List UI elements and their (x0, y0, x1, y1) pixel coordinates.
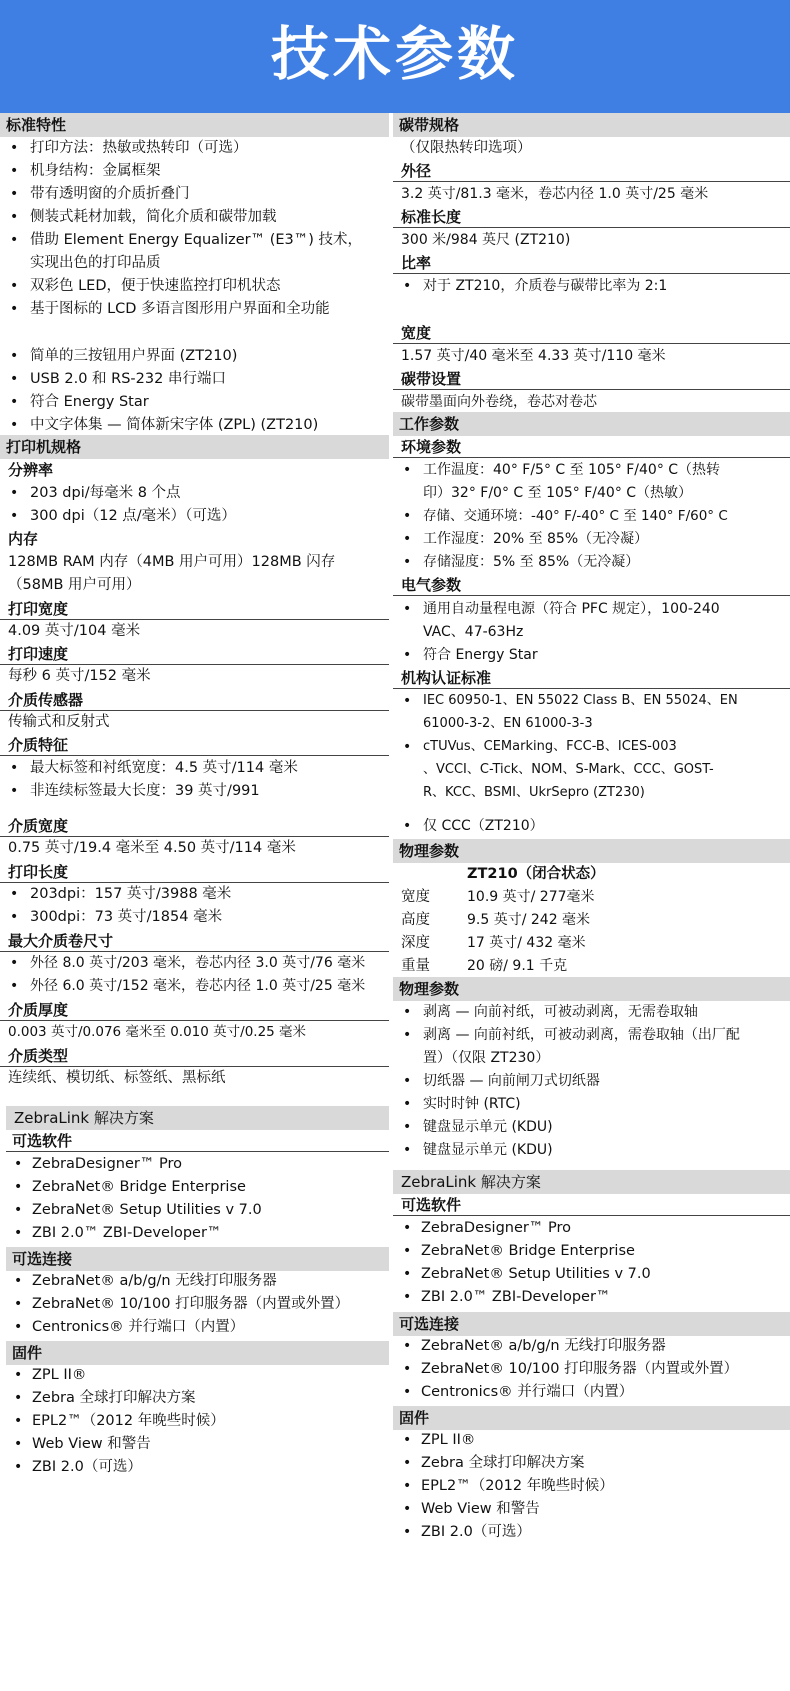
label-media-type: 介质类型 (8, 1047, 69, 1065)
list-item: 外径 8.0 英寸/203 毫米，卷芯内径 3.0 英寸/76 毫米 (30, 955, 366, 971)
section-header-optional-connectivity: 可选连接 (6, 1247, 389, 1271)
list-item: IEC 60950-1、EN 55022 Class B、EN 55024、EN (423, 693, 738, 708)
zebralink-header: ZebraLink 解决方案 (401, 1173, 541, 1191)
list-item: 侧装式耗材加载，简化介质和碳带加载 (30, 209, 277, 225)
divider (0, 951, 389, 952)
media-thickness-value: 0.003 英寸/0.076 毫米至 0.010 英寸/0.25 毫米 (8, 1024, 307, 1040)
label-ribbon-width: 宽度 (401, 324, 432, 342)
list-item: Web View 和警告 (421, 1501, 540, 1517)
physical-model: ZT210（闭合状态） (467, 866, 605, 882)
bullet-icon: • (403, 1432, 412, 1448)
label-outer-diameter: 外径 (401, 162, 432, 180)
divider (393, 389, 790, 390)
label-max-roll: 最大介质卷尺寸 (8, 932, 114, 950)
section-header-standard-features: 标准特性 (0, 113, 389, 137)
outer-diameter-value: 3.2 英寸/81.3 毫米，卷芯内径 1.0 英寸/25 毫米 (401, 186, 709, 202)
section-header-options: 物理参数 (393, 977, 790, 1001)
list-item: 203 dpi/每毫米 8 个点 (30, 485, 181, 501)
list-item: 工作温度：40° F/5° C 至 105° F/40° C（热转 (423, 462, 721, 478)
bullet-icon: • (14, 1156, 23, 1172)
list-item: 中文字体集 — 简体新宋字体 (ZPL) (ZT210) (30, 417, 319, 433)
list-item: USB 2.0 和 RS-232 串行端口 (30, 371, 226, 387)
list-item: 外径 6.0 英寸/152 毫米，卷芯内径 1.0 英寸/25 毫米 (30, 978, 366, 994)
bullet-icon: • (403, 1220, 412, 1236)
divider (393, 1215, 790, 1216)
bullet-icon: • (403, 1478, 412, 1494)
list-item: VAC、47-63Hz (423, 624, 524, 640)
bullet-icon: • (14, 1390, 23, 1406)
bullet-icon: • (10, 417, 19, 433)
list-item: 、VCCI、C-Tick、NOM、S-Mark、CCC、GOST- (423, 762, 714, 777)
section-header-firmware: 固件 (6, 1341, 389, 1365)
bullet-icon: • (10, 508, 19, 524)
bullet-icon: • (403, 1524, 412, 1540)
divider (393, 343, 790, 344)
label-media-sensor: 介质传感器 (8, 691, 84, 709)
list-item: 借助 Element Energy Equalizer™ (E3™) 技术， (30, 232, 363, 248)
bullet-icon: • (403, 601, 412, 617)
bullet-icon: • (10, 163, 19, 179)
label-print-speed: 打印速度 (8, 645, 69, 663)
list-item: ZBI 2.0（可选） (421, 1524, 531, 1540)
list-item: 通用自动量程电源（符合 PFC 规定），100-240 (423, 601, 720, 617)
label-optional-software: 可选软件 (401, 1196, 462, 1214)
list-item: Centronics® 并行端口（内置） (421, 1384, 634, 1400)
bullet-icon: • (403, 1266, 412, 1282)
bullet-icon: • (14, 1413, 23, 1429)
list-item: 实现出色的打印品质 (30, 255, 161, 271)
section-header-zebralink (6, 1106, 389, 1130)
section-header-firmware: 固件 (393, 1406, 790, 1430)
label-ratio: 比率 (401, 254, 432, 272)
bullet-icon: • (403, 278, 412, 294)
spec-sheet (0, 113, 790, 1691)
divider (0, 710, 389, 711)
divider (0, 664, 389, 665)
bullet-icon: • (10, 955, 19, 971)
list-item: ZBI 2.0™ ZBI-Developer™ (32, 1225, 222, 1241)
media-width-value: 0.75 英寸/19.4 毫米至 4.50 英寸/114 毫米 (8, 840, 296, 856)
bullet-icon: • (403, 693, 412, 709)
list-item: 实时时钟 (RTC) (423, 1096, 521, 1112)
divider (0, 882, 389, 883)
list-item: 打印方法：热敏或热转印（可选） (30, 140, 248, 156)
divider (393, 595, 790, 596)
list-item: ZebraNet® Bridge Enterprise (32, 1179, 246, 1195)
list-item: Web View 和警告 (32, 1436, 151, 1452)
divider (393, 457, 790, 458)
bullet-icon: • (403, 1027, 412, 1043)
divider (0, 755, 389, 756)
list-item: ZebraNet® Setup Utilities v 7.0 (421, 1266, 651, 1282)
bullet-icon: • (10, 348, 19, 364)
bullet-icon: • (403, 1073, 412, 1089)
list-item: ZebraDesigner™ Pro (32, 1156, 182, 1172)
list-item: 符合 Energy Star (423, 647, 538, 663)
bullet-icon: • (10, 394, 19, 410)
list-item: 键盘显示单元 (KDU) (423, 1142, 553, 1158)
bullet-icon: • (14, 1319, 23, 1335)
section-header-ribbon-specs: 碳带规格 (393, 113, 790, 137)
label-electrical: 电气参数 (401, 576, 462, 594)
bullet-icon: • (403, 1338, 412, 1354)
divider (0, 836, 389, 837)
zebralink-header: ZebraLink 解决方案 (14, 1109, 154, 1127)
list-item: EPL2™（2012 年晚些时候） (32, 1413, 225, 1429)
list-item: ZebraNet® a/b/g/n 无线打印服务器 (421, 1338, 666, 1354)
bullet-icon: • (10, 301, 19, 317)
ratio-value: 对于 ZT210，介质卷与碳带比率为 2:1 (423, 278, 668, 294)
list-item: cTUVus、CEMarking、FCC-B、ICES-003 (423, 739, 677, 754)
list-item: 基于图标的 LCD 多语言图形用户界面和全功能 (30, 301, 330, 317)
bullet-icon: • (403, 1289, 412, 1305)
bullet-icon: • (403, 508, 412, 524)
print-speed-value: 每秒 6 英寸/152 毫米 (8, 668, 151, 684)
bullet-icon: • (14, 1296, 23, 1312)
section-header-zebralink (393, 1170, 790, 1194)
bullet-icon: • (14, 1436, 23, 1452)
bullet-icon: • (10, 485, 19, 501)
list-item: 双彩色 LED，便于快速监控打印机状态 (30, 278, 281, 294)
bullet-icon: • (10, 140, 19, 156)
list-item: 存储、交通环境：-40° F/-40° C 至 140° F/60° C (423, 508, 728, 524)
bullet-icon: • (403, 818, 412, 834)
list-item: ZPL II® (32, 1367, 87, 1383)
bullet-icon: • (10, 783, 19, 799)
ribbon-setup-value: 碳带墨面向外卷绕，卷芯对卷芯 (401, 394, 597, 410)
label-media-thickness: 介质厚度 (8, 1001, 69, 1019)
physical-key: 深度 (401, 935, 430, 951)
list-item: ZebraNet® Bridge Enterprise (421, 1243, 635, 1259)
label-memory: 内存 (8, 530, 39, 548)
bullet-icon: • (10, 760, 19, 776)
bullet-icon: • (14, 1225, 23, 1241)
section-header-operating: 工作参数 (393, 412, 790, 436)
divider (393, 181, 790, 182)
ribbon-note: （仅限热转印选项） (401, 140, 532, 156)
bullet-icon: • (403, 739, 412, 755)
list-item: ZBI 2.0™ ZBI-Developer™ (421, 1289, 611, 1305)
list-item: 存储湿度：5% 至 85%（无冷凝） (423, 554, 640, 570)
bullet-icon: • (10, 909, 19, 925)
standard-length-value: 300 米/984 英尺 (ZT210) (401, 232, 571, 248)
list-item: 切纸器 — 向前闸刀式切纸器 (423, 1073, 600, 1089)
bullet-icon: • (403, 647, 412, 663)
bullet-icon: • (403, 1096, 412, 1112)
list-item: 剥离 — 向前衬纸，可被动剥离，需卷取轴（出厂配 (423, 1027, 740, 1043)
bullet-icon: • (10, 186, 19, 202)
divider (0, 619, 389, 620)
label-ribbon-setup: 碳带设置 (401, 370, 462, 388)
divider (0, 1020, 389, 1021)
list-item: R、KCC、BSMI、UkrSepro (ZT230) (423, 785, 645, 800)
memory-value: 128MB RAM 内存（4MB 用户可用）128MB 闪存 (8, 554, 336, 570)
list-item: ZebraNet® 10/100 打印服务器（内置或外置） (32, 1296, 350, 1312)
section-header-optional-connectivity: 可选连接 (393, 1312, 790, 1336)
list-item: 机身结构：金属框架 (30, 163, 161, 179)
label-resolution: 分辨率 (8, 461, 54, 479)
list-item: 键盘显示单元 (KDU) (423, 1119, 553, 1135)
bullet-icon: • (403, 531, 412, 547)
label-standard-length: 标准长度 (401, 208, 462, 226)
list-item: 剥离 — 向前衬纸，可被动剥离，无需卷取轴 (423, 1004, 698, 1020)
title-banner (0, 0, 790, 113)
section-header-printer-specs: 打印机规格 (0, 435, 389, 459)
list-item: 203dpi：157 英寸/3988 毫米 (30, 886, 232, 902)
list-item: Centronics® 并行端口（内置） (32, 1319, 245, 1335)
list-item: 300 dpi（12 点/毫米）（可选） (30, 508, 236, 524)
bullet-icon: • (10, 278, 19, 294)
list-item: ZPL II® (421, 1432, 476, 1448)
list-item: 61000-3-2、EN 61000-3-3 (423, 716, 593, 731)
list-item: ZebraNet® 10/100 打印服务器（内置或外置） (421, 1361, 739, 1377)
label-environment: 环境参数 (401, 438, 462, 456)
physical-value: 10.9 英寸/ 277毫米 (467, 889, 595, 905)
list-item: 非连续标签最大长度：39 英寸/991 (30, 783, 260, 799)
list-item: 仅 CCC（ZT210） (423, 818, 544, 834)
label-media-width: 介质宽度 (8, 817, 69, 835)
bullet-icon: • (14, 1179, 23, 1195)
divider (393, 227, 790, 228)
bullet-icon: • (403, 462, 412, 478)
memory-value: （58MB 用户可用） (8, 577, 141, 593)
bullet-icon: • (403, 1142, 412, 1158)
physical-value: 17 英寸/ 432 毫米 (467, 935, 586, 951)
bullet-icon: • (14, 1367, 23, 1383)
list-item: 300dpi：73 英寸/1854 毫米 (30, 909, 223, 925)
label-print-length: 打印长度 (8, 863, 69, 881)
media-sensor-value: 传输式和反射式 (8, 714, 110, 730)
list-item: Zebra 全球打印解决方案 (421, 1455, 585, 1471)
media-type-value: 连续纸、模切纸、标签纸、黑标纸 (8, 1070, 226, 1086)
ribbon-width-value: 1.57 英寸/40 毫米至 4.33 英寸/110 毫米 (401, 348, 666, 364)
bullet-icon: • (403, 1501, 412, 1517)
bullet-icon: • (403, 554, 412, 570)
section-header-physical: 物理参数 (393, 839, 790, 863)
list-item: 工作湿度：20% 至 85%（无冷凝） (423, 531, 649, 547)
bullet-icon: • (403, 1384, 412, 1400)
physical-key: 宽度 (401, 889, 430, 905)
page-title: 技术参数 (270, 20, 519, 88)
label-certifications: 机构认证标准 (401, 669, 492, 687)
physical-value: 9.5 英寸/ 242 毫米 (467, 912, 591, 928)
list-item: Zebra 全球打印解决方案 (32, 1390, 196, 1406)
bullet-icon: • (10, 209, 19, 225)
list-item: ZebraNet® a/b/g/n 无线打印服务器 (32, 1273, 277, 1289)
bullet-icon: • (14, 1459, 23, 1475)
physical-value: 20 磅/ 9.1 千克 (467, 958, 568, 974)
list-item: 简单的三按钮用户界面 (ZT210) (30, 348, 238, 364)
label-print-width: 打印宽度 (8, 600, 69, 618)
divider (0, 1066, 389, 1067)
divider (393, 273, 790, 274)
physical-key: 高度 (401, 912, 430, 928)
divider (393, 688, 790, 689)
list-item: ZebraNet® Setup Utilities v 7.0 (32, 1202, 262, 1218)
list-item: ZebraDesigner™ Pro (421, 1220, 571, 1236)
label-optional-software: 可选软件 (12, 1132, 73, 1150)
list-item: 符合 Energy Star (30, 394, 149, 410)
bullet-icon: • (10, 886, 19, 902)
bullet-icon: • (403, 1455, 412, 1471)
bullet-icon: • (403, 1243, 412, 1259)
physical-key: 重量 (401, 958, 430, 974)
print-width-value: 4.09 英寸/104 毫米 (8, 623, 141, 639)
list-item: 带有透明窗的介质折叠门 (30, 186, 190, 202)
bullet-icon: • (403, 1004, 412, 1020)
bullet-icon: • (403, 1119, 412, 1135)
label-media-features: 介质特征 (8, 736, 69, 754)
list-item: 最大标签和衬纸宽度：4.5 英寸/114 毫米 (30, 760, 298, 776)
list-item: 印）32° F/0° C 至 105° F/40° C（热敏） (423, 485, 693, 501)
bullet-icon: • (403, 1361, 412, 1377)
bullet-icon: • (14, 1202, 23, 1218)
divider (6, 1151, 389, 1152)
bullet-icon: • (10, 232, 19, 248)
bullet-icon: • (10, 978, 19, 994)
bullet-icon: • (14, 1273, 23, 1289)
list-item: 置）（仅限 ZT230） (423, 1050, 550, 1066)
bullet-icon: • (10, 371, 19, 387)
list-item: ZBI 2.0（可选） (32, 1459, 142, 1475)
list-item: EPL2™（2012 年晚些时候） (421, 1478, 614, 1494)
